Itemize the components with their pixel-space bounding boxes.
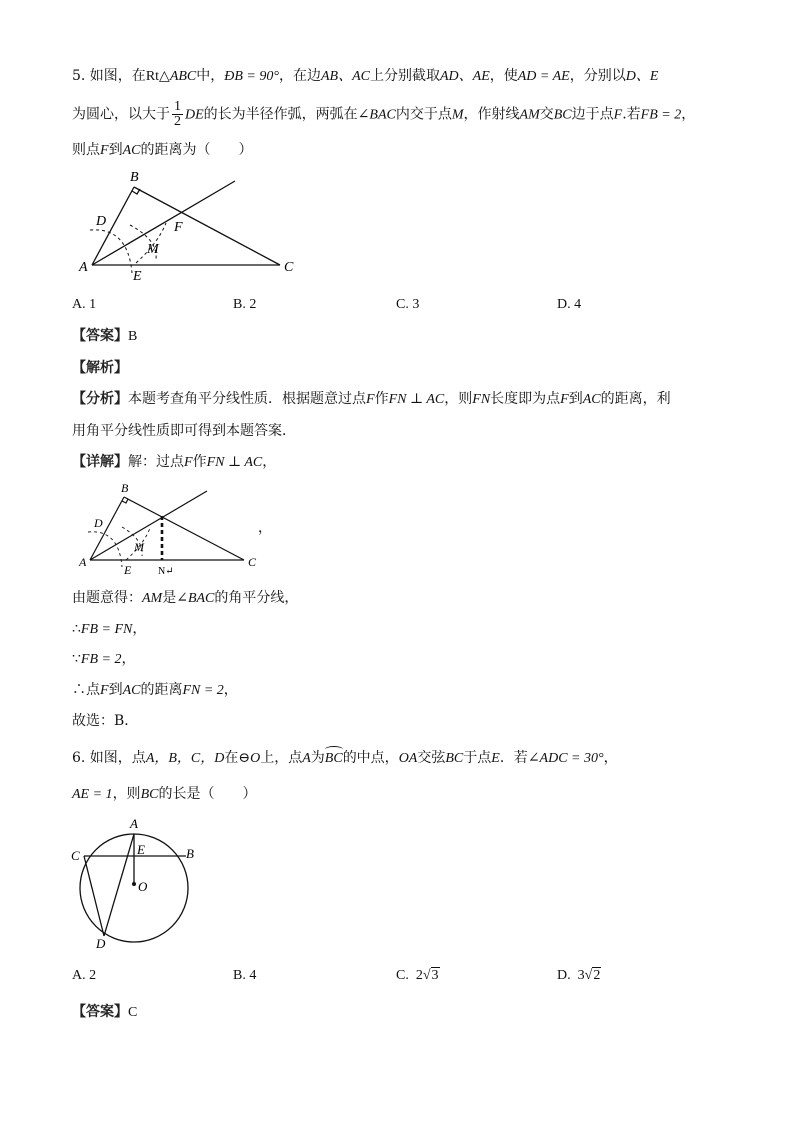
- q6-option-a[interactable]: A. 2: [72, 968, 97, 983]
- q5-option-c[interactable]: C. 3: [396, 297, 420, 312]
- q6-number: 6. 如图，点: [72, 750, 146, 766]
- figure-trailing-comma: ，: [258, 520, 272, 536]
- fig1-label-d: D: [96, 214, 107, 229]
- q6-answer: 【答案】C: [72, 1004, 138, 1020]
- fig2-label-m: M: [134, 540, 144, 554]
- q5-option-d[interactable]: D. 4: [557, 297, 582, 312]
- q5-analysis-heading: 【解析】: [72, 360, 128, 376]
- q5-option-a[interactable]: A. 1: [72, 297, 97, 312]
- fig3-label-b: B: [186, 846, 194, 861]
- q5-line-2: 为圆心，以大于 $\frac{1}{2}$ DE的长为半径作弧，两弧在∠BAC内交于点M，作射线AM交BC边于点F.若FB = 2，: [72, 99, 696, 129]
- q6-option-b[interactable]: B. 4: [233, 968, 257, 983]
- q5-fenxi-line-1: 【分析】本题考查角平分线性质．根据题意过点F作FN ⊥ AC，则FN长度即为点F到AC的距离，利: [72, 391, 671, 407]
- arc-bc: BC: [325, 749, 343, 769]
- q6-option-c[interactable]: C. 2√3: [396, 968, 439, 983]
- fig3-label-d: D: [96, 936, 106, 951]
- q5-step-4: ∴点F到AC的距离FN = 2，: [72, 682, 238, 698]
- q6-figure-circle: [66, 812, 216, 952]
- fig1-label-b: B: [130, 170, 139, 185]
- fig1-label-e: E: [133, 269, 142, 284]
- fig2-label-d: D: [94, 516, 103, 530]
- fig3-label-o: O: [138, 879, 148, 894]
- q5-fenxi-line-2: 用角平分线性质即可得到本题答案．: [72, 423, 296, 439]
- q5-figure-triangle: [70, 165, 310, 290]
- q5-number: 5. 如图，在: [72, 68, 146, 84]
- q5-figure-solution: [72, 480, 272, 580]
- q5-step-5: 故选：B．: [72, 713, 139, 729]
- q5-line-3: 则点F到AC的距离为（ ）: [72, 142, 253, 158]
- fig3-label-c: C: [71, 848, 80, 863]
- fig3-label-a: A: [130, 816, 138, 831]
- q6-option-d[interactable]: D. 3√2: [557, 968, 601, 983]
- fig2-label-a: A: [79, 555, 87, 569]
- fig2-label-n: N↵: [158, 566, 174, 577]
- q6-line-2: AE = 1，则BC的长是（ ）: [72, 786, 257, 802]
- fraction-one-half: $\frac{1}{2}$: [174, 99, 181, 129]
- fig1-label-f: F: [174, 220, 183, 235]
- q6-line-1: 6. 如图，点A，B，C，D在⊖O上，点A为BC的中点，OA交弦BC于点E．若∠ADC = 30°，: [72, 748, 618, 769]
- q5-answer: 【答案】B: [72, 328, 138, 344]
- fig2-label-e: E: [124, 563, 132, 577]
- q5-step-1: 由题意得：AM是∠BAC的角平分线，: [72, 590, 299, 606]
- q5-line-1: 5. 如图，在Rt△ABC中，ÐB = 90°，在边AB、AC上分别截取AD、AE，使AD = AE，分别以D、E: [72, 68, 659, 84]
- fig2-label-c: C: [248, 555, 257, 569]
- fig3-label-e: E: [137, 842, 145, 857]
- q5-step-2: ∴FB = FN，: [72, 621, 147, 637]
- fig1-label-c: C: [284, 260, 294, 275]
- q5-option-b[interactable]: B. 2: [233, 297, 257, 312]
- q5-detail-line: 【详解】解：过点F作FN ⊥ AC，: [72, 454, 277, 470]
- fig1-label-a: A: [79, 260, 88, 275]
- q5-step-3: ∵FB = 2，: [72, 651, 136, 667]
- fig1-label-m: M: [147, 242, 159, 257]
- fig2-label-b: B: [121, 481, 129, 495]
